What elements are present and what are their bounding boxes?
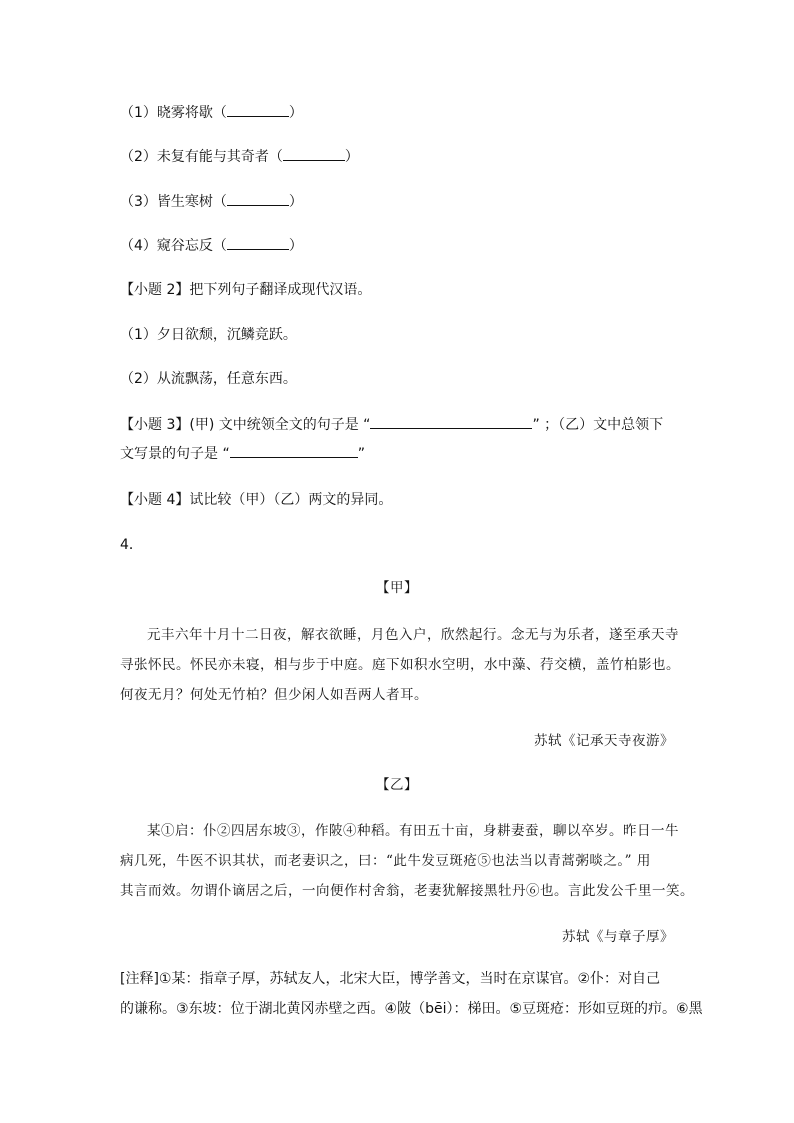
q1-item-label: （1）晓雾将歇（ — [120, 105, 227, 121]
jia-line-3: 何夜无月？何处无竹柏？但少闲人如吾两人者耳。 — [120, 687, 428, 703]
answer-blank[interactable] — [230, 443, 358, 458]
answer-blank[interactable] — [370, 414, 532, 429]
yi-line-1: 某①启：仆②四居东坡③，作陂④种稻。有田五十亩，身耕妻蚕，聊以卒岁。昨日一牛 — [147, 823, 679, 839]
q3-part3: 文写景的句子是 “ — [120, 446, 230, 462]
q3-part1: 【小题 3】(甲) 文中统领全文的句子是 “ — [120, 417, 371, 433]
notes-line-1: [注释]①某：指章子厚，苏轼友人，北宋大臣，博学善文，当时在京谋官。②仆：对自己 — [120, 971, 661, 987]
answer-blank[interactable] — [227, 191, 289, 206]
answer-blank[interactable] — [227, 235, 289, 250]
q1-item-tail: ） — [288, 238, 303, 254]
yi-source: 苏轼《与章子厚》 — [562, 929, 674, 945]
q1-item-label: （4）窥谷忘反（ — [120, 238, 227, 254]
q1-item-2 — [120, 146, 359, 167]
yi-heading: 【乙】 — [376, 777, 418, 793]
question-number: 4． — [120, 537, 143, 553]
answer-blank[interactable] — [227, 102, 289, 117]
q1-item-1 — [120, 102, 303, 123]
jia-line-2: 寻张怀民。怀民亦未寝，相与步于中庭。庭下如积水空明，水中藻、荇交横，盖竹柏影也。 — [120, 657, 680, 673]
q1-item-3 — [120, 191, 303, 212]
q1-item-tail: ） — [288, 105, 303, 121]
yi-line-2: 病几死，牛医不识其状，而老妻识之，曰：“此牛发豆斑疮⑤也法当以青蒿粥啖之。” 用 — [120, 853, 651, 869]
q3-line-1 — [120, 414, 663, 435]
q2-item-2: （2）从流飘荡，任意东西。 — [120, 371, 297, 387]
q2-item-1: （1）夕日欲颓，沉鳞竞跃。 — [120, 327, 297, 343]
jia-source: 苏轼《记承天寺夜游》 — [534, 733, 674, 749]
q1-item-label: （2）未复有能与其奇者（ — [120, 149, 283, 165]
q3-part2: ” ；（乙）文中总领下 — [532, 417, 664, 433]
jia-line-1: 元丰六年十月十二日夜，解衣欲睡，月色入户，欣然起行。念无与为乐者，遂至承天寺 — [147, 627, 679, 643]
q4-title: 【小题 4】试比较（甲）（乙）两文的异同。 — [120, 492, 393, 508]
notes-line-2: 的谦称。③东坡：位于湖北黄冈赤壁之西。④陂（bēi）：梯田。⑤豆斑疮：形如豆斑的疖。⑥黑 — [120, 1001, 703, 1017]
q1-item-label: （3）皆生寒树（ — [120, 194, 227, 210]
q1-item-4 — [120, 235, 303, 256]
answer-blank[interactable] — [283, 146, 345, 161]
q1-item-tail: ） — [288, 194, 303, 210]
yi-line-3: 其言而效。勿谓仆谪居之后，一向便作村舍翁，老妻犹解接黑牡丹⑥也。言此发公千里一笑。 — [120, 883, 694, 899]
jia-heading: 【甲】 — [376, 580, 418, 596]
q3-part4: ” — [357, 446, 365, 462]
q1-item-tail: ） — [344, 149, 359, 165]
q2-title: 【小题 2】把下列句子翻译成现代汉语。 — [120, 282, 372, 298]
q3-line-2 — [120, 443, 365, 464]
